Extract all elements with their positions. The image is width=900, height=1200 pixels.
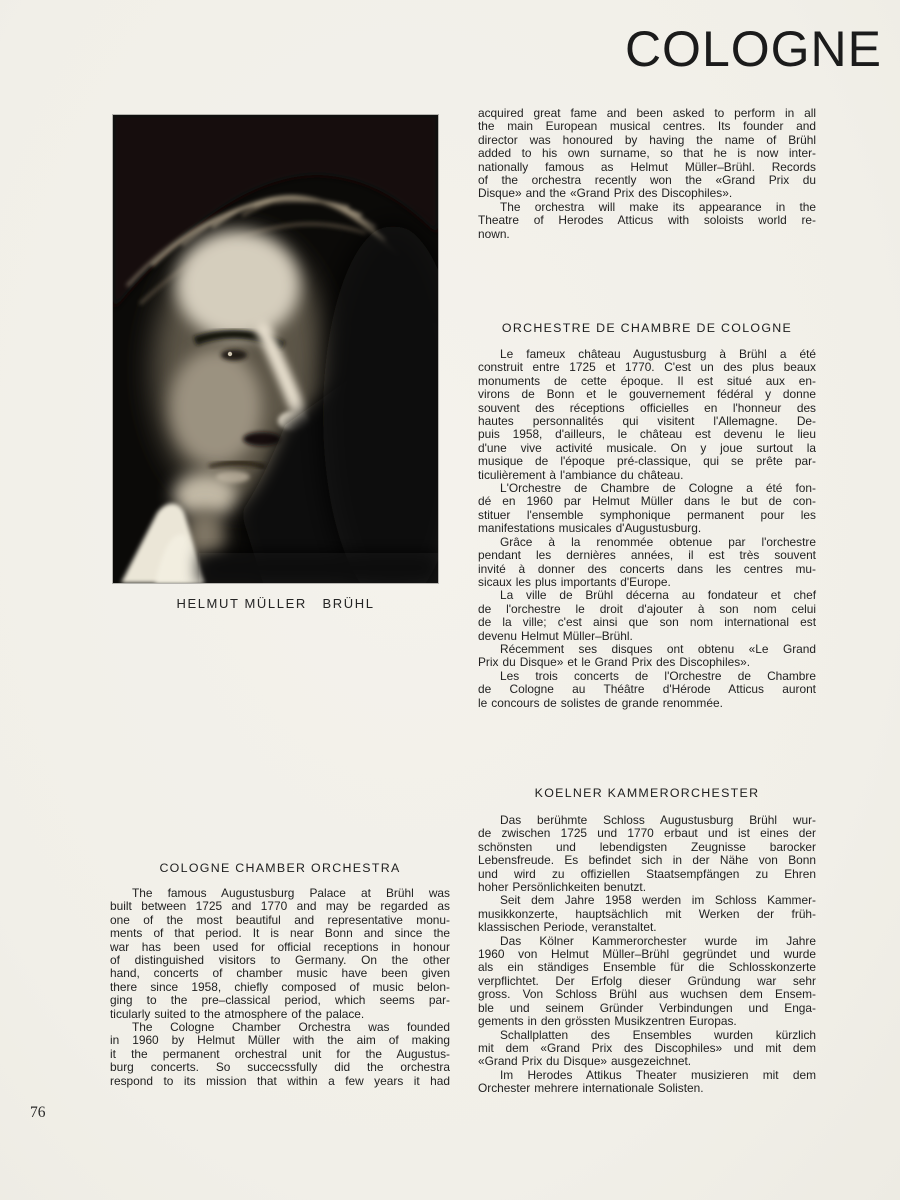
page-title: COLOGNE (624, 21, 882, 77)
text-line: als ein ständiges Ensemble für die Schlosskonzerte (478, 960, 816, 975)
text-line: hand, concerts of chamber music have been given (110, 966, 450, 981)
text-line: The famous Augustusburg Palace at Brühl was (132, 886, 450, 900)
text-line: in 1960 by Helmut Müller with the aim of making (110, 1033, 450, 1048)
text-line: burg concerts. So succecssfully did the orchestra (110, 1060, 450, 1075)
paragraph (478, 1029, 816, 1069)
paragraph (478, 670, 816, 710)
text-line: 1960 von Helmut Müller–Brühl gegründet und wurde (478, 947, 816, 962)
text-line: schönsten und lebendigsten Zeugnisse barocker (478, 839, 816, 854)
text-line: musique de l'époque pré-classique, qui se prête par- (478, 454, 816, 469)
text-line: pendant les dernières années, il est très souvent (478, 548, 816, 563)
text-line: there since 1958, chiefly composed of music belon- (110, 979, 450, 994)
text-line: Lebensfreude. Es befindet sich in der Nähe von Bonn (478, 853, 816, 868)
text-line: klassischen Periode, veranstaltet. (478, 920, 657, 935)
text-line: Grâce à la renommée obtenue par l'orchestre (500, 534, 816, 549)
paragraph (478, 935, 816, 1029)
text-line: of the orchestra recently won the «Grand Prix du (478, 173, 816, 188)
text-line: The Cologne Chamber Orchestra was founded (132, 1020, 450, 1035)
text-line: invité à donner des concerts dans les centres mu- (478, 561, 816, 576)
text-line: the main European musical centres. Its founder and (478, 119, 816, 134)
section-heading-english: COLOGNE CHAMBER ORCHESTRA (159, 861, 401, 875)
text-line: Prix du Disque» et le Grand Prix des Discophiles». (478, 655, 751, 670)
text-line: stituer l'ensemble symphonique permanent pour les (478, 507, 816, 522)
page-number: 76 (30, 1104, 46, 1121)
text-line: ging to the pre–classical period, which seems par- (110, 993, 450, 1008)
text-line: le concours de solistes de grande renommée. (478, 695, 723, 710)
section-heading-french: ORCHESTRE DE CHAMBRE DE COLOGNE (501, 321, 793, 335)
text-line: musikkonzerte, hauptsächlich mit Werken der früh- (478, 906, 816, 921)
text-line: ticularly suited to the atmosphere of the palace. (110, 1006, 365, 1021)
paragraph (478, 482, 816, 536)
text-line: Das Kölner Kammerorchester wurde im Jahre (500, 933, 816, 948)
text-line: Das berühmte Schloss Augustusburg Brühl wur- (500, 813, 816, 827)
text-line: La ville de Brühl décerna au fondateur et chef (500, 588, 816, 603)
text-line: Orchester mehrere internationale Solisten. (478, 1081, 704, 1096)
paragraph (478, 589, 816, 643)
portrait-photo-art (113, 115, 438, 583)
text-line: it the permanent orchestral unit for the Augustus- (110, 1046, 450, 1061)
paragraph (478, 1069, 816, 1096)
text-line: Im Herodes Attikus Theater musizieren mit dem (500, 1067, 816, 1082)
text-line: built between 1725 and 1770 and may be regarded as (110, 899, 450, 914)
text-line: souvent des réceptions officielles en l'honneur des (478, 400, 816, 415)
text-line: Les trois concerts de l'Orchestre de Chambre (500, 668, 816, 683)
text-line: Disque» and the «Grand Prix des Discophiles». (478, 186, 733, 201)
paragraph (110, 1021, 450, 1088)
text-line: Schallplatten des Ensembles wurden kürzlich (500, 1027, 816, 1042)
text-line: The orchestra will make its appearance in the (500, 199, 816, 214)
paragraph (478, 814, 816, 894)
text-line: verpflichtet. Der Erfolg dieser Gründung war sehr (478, 973, 816, 988)
text-line: Récemment ses disques ont obtenu «Le Grand (500, 641, 816, 656)
text-line: ble und seinem Gründer Verbindungen und Enga- (478, 1000, 816, 1015)
photo-caption: HELMUT MÜLLER BRÜHL (176, 596, 375, 611)
text-line: mit dem «Grand Prix des Discophiles» und mit dem (478, 1040, 816, 1055)
text-line: war has been used for official receptions in honour (110, 939, 450, 954)
text-line: of distinguished visitors to Germany. On the other (110, 953, 450, 968)
text-line: sicaux les plus importants d'Europe. (478, 574, 671, 589)
text-line: construit entre 1725 et 1770. C'est un des plus beaux (478, 360, 816, 375)
text-line: acquired great fame and been asked to perform in all (478, 106, 816, 120)
text-line: dé en 1960 par Helmut Müller dans le but de con- (478, 494, 816, 509)
text-continuation-english (478, 107, 816, 241)
text-line: und wird zu offiziellen Staatsempfängen zu Ehren (478, 866, 816, 881)
text-line: de l'orchestre le droit d'ajouter à son nom celui (478, 601, 816, 616)
portrait-photo (113, 115, 438, 583)
text-line: hoher Persönlichkeiten benutzt. (478, 880, 647, 895)
text-line: «Grand Prix du Disque» ausgezeichnet. (478, 1054, 692, 1069)
text-line: one of the most beautiful and representative monu- (110, 912, 450, 927)
paragraph (478, 107, 816, 201)
text-german (478, 814, 816, 1096)
text-line: de zwischen 1725 und 1770 erbaut und ist eines der (478, 826, 816, 841)
text-line: gross. Von Schloss Brühl aus wuchsen dem Ensem- (478, 987, 816, 1002)
text-line: nown. (478, 226, 510, 241)
text-line: puis 1958, d'ailleurs, le château est devenu le lieu (478, 427, 816, 442)
text-line: gements in den grössten Musikzentren Europas. (478, 1014, 737, 1029)
text-line: nationally famous as Helmut Müller–Brühl. Records (478, 159, 816, 174)
text-line: director was honoured by having the name of Brühl (478, 132, 816, 147)
paragraph (478, 894, 816, 934)
text-line: Seit dem Jahre 1958 werden im Schloss Kammer- (500, 893, 816, 908)
text-english (110, 887, 450, 1088)
text-line: L'Orchestre de Chambre de Cologne a été fon- (500, 481, 816, 496)
text-french (478, 348, 816, 710)
text-line: Theatre of Herodes Atticus with soloists world re- (478, 213, 816, 228)
text-line: monuments de cette époque. Il est situé aux en- (478, 373, 816, 388)
text-line: devenu Helmut Müller–Brühl. (478, 628, 633, 643)
text-line: manifestations musicales d'Augustusburg. (478, 521, 702, 536)
text-line: respond to its mission that within a few years it had (110, 1073, 450, 1088)
text-line: de la ville; c'est ainsi que son nom international est (478, 615, 816, 630)
text-line: ments of that period. It is near Bonn and since the (110, 926, 450, 941)
section-heading-german: KOELNER KAMMERORCHESTER (534, 786, 760, 800)
paragraph (478, 643, 816, 670)
text-line: hautes personnalités qui visitent l'Allemagne. De- (478, 414, 816, 429)
text-line: added to his own surname, so that he is now inter- (478, 146, 816, 161)
text-line: virons de Bonn et le gouvernement fédéral y donne (478, 387, 816, 402)
paragraph (478, 536, 816, 590)
text-line: d'une vive activité musicale. On y joue surtout la (478, 440, 816, 455)
text-line: Le fameux château Augustusburg à Brühl a été (500, 347, 816, 361)
paragraph (110, 887, 450, 1021)
paragraph (478, 348, 816, 482)
text-line: ticulièrement à l'ambiance du château. (478, 467, 684, 482)
paragraph (478, 201, 816, 241)
text-line: de Cologne au Théâtre d'Hérode Atticus auront (478, 682, 816, 697)
